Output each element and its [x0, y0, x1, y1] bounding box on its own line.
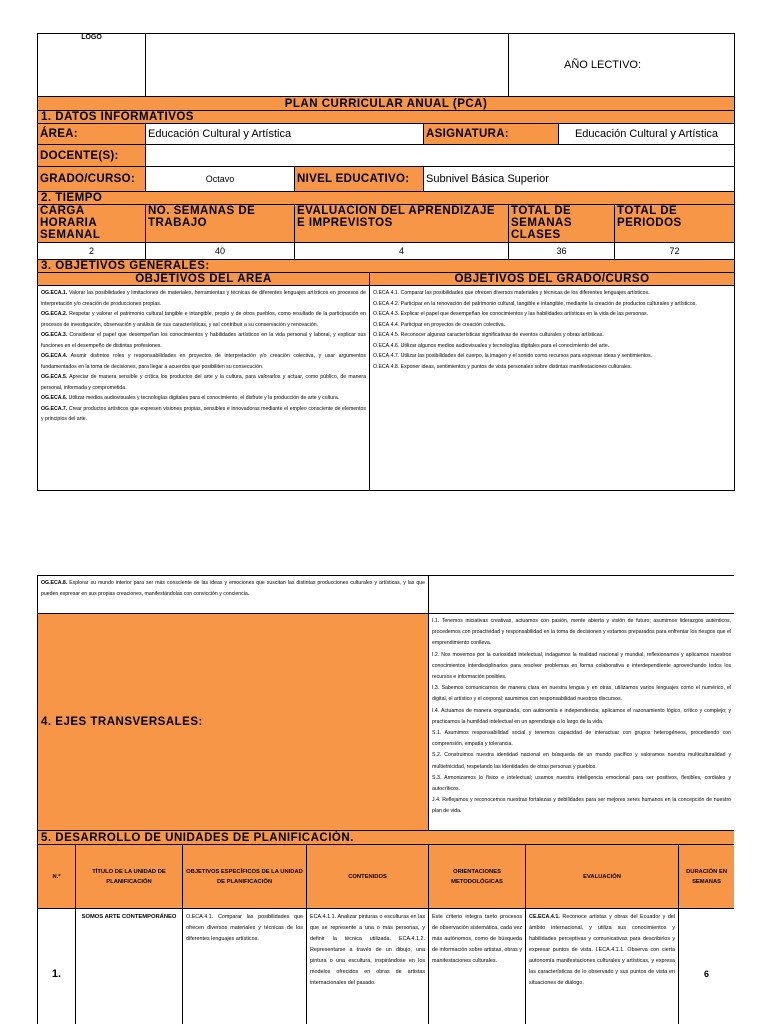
objetivo-grado-item: O.ECA.4.2. Participar en la renovación del patrimonio cultural, tangible e intangible, mediante la creación de productos culturales y artísticos. — [373, 300, 697, 307]
unidad-titulo: SOMOS ARTE CONTEMPORÁNEO — [76, 909, 183, 1024]
tiempo-value-total-periodos: 72 — [615, 243, 735, 260]
unidad-contenidos: ECA.4.1.1. Analizar pinturas o esculturas en las que se represente a una o más personas, y definir la técnica utilizada. ECA.4.1.2. Representarse a través de un dibujo, una pintura o una escultura, inspirándose en los modelos ofrecidos en obras de artistas internacionales del pasado. — [307, 909, 429, 1024]
objetivo-area-item: OG.ECA.6. Utilizar medios audiovisuales y tecnologías digitales para el conocimiento, el disfrute y la producción de arte y cultura. — [41, 395, 340, 401]
tiempo-value-evaluacion: 4 — [295, 243, 509, 260]
eje-item: J.4. Reflejamos y reconocemos nuestras fortalezas y debilidades para ser mejores seres humanos en la concepción de nuestro plan de vida. — [432, 797, 732, 815]
objetivo-grado-blank — [429, 576, 734, 614]
objetivo-area-item: OG.ECA.3. Considerar el papel que desempeñan los conocimientos y habilidades artísticos en la vida personal y laboral, y explicar sus funciones en el desempeño de distintas profesiones. — [41, 332, 366, 349]
unidad-evaluacion: CE.ECA.4.1. Reconoce artistas y obras del Ecuador y del ámbito internacional, y utiliza sus conocimientos y habilidades perceptivas y comunicativas para describirlos y expresar puntos de vista. I.ECA.4.1.1. Observa con cierta autonomía manifestaciones culturales y artísticas, y expresa las características de lo observado y sus puntos de vista en situaciones de diálogo. — [526, 909, 679, 1024]
objetivo-grado-item: O.ECA.4.5. Reconocer algunas características significativas de eventos culturales y obras artísticas. — [373, 332, 604, 338]
unidad-num: 1. — [38, 909, 76, 1024]
eje-item: I.4. Actuamos de manera organizada, con autonomía e independencia; aplicamos el razonamiento lógico, crítico y complejo; y practicamos la humildad intelectual en un aprendizaje a lo largo de la vida. — [432, 707, 732, 725]
unidades-header-orientaciones: ORIENTACIONES METODOLÓGICAS — [429, 845, 526, 909]
eje-item: I.2. Nos movemos por la curiosidad intelectual, indagamos la realidad nacional y mundial, reflexionamos y aplicamos nuestros conocimientos interdisciplinarios para resolver problemas en forma colaborativa e interdependiente aprovechando todos los recursos e información posibles. — [432, 651, 732, 681]
objetivo-grado-item: O.ECA.4.6. Utilizar algunos medios audiovisuales y tecnologías digitales para el conocimiento del arte. — [373, 342, 610, 349]
objetivo-area-item-8: OG.ECA.8. Explorar su mundo interior para ser más consciente de las ideas y emociones que suscitan las distintas producciones culturales y artísticas, y las que pueden expresar en sus propias creaciones, manifestándolas con convicción y conciencia. — [38, 576, 429, 614]
unidad-orientaciones: Este criterio integra tanto procesos de observación sistemática, cada vez más autónomos, como de búsqueda de información sobre artistas, obras y manifestaciones culturales. — [429, 909, 526, 1024]
unidades-header-duracion: DURACIÓN EN SEMANAS — [679, 845, 734, 909]
objetivo-grado-item: O.ECA.4.7. Utilizar las posibilidades del cuerpo, la imagen y el sonido como recursos para expresar ideas y sentimientos. — [373, 353, 653, 359]
objetivo-area-item: OG.ECA.5. Apreciar de manera sensible y crítica los productos del arte y la cultura, para valorarlos y actuar, como público, de manera personal, informada y comprometida. — [41, 374, 366, 391]
docente-label: DOCENTE(S): — [38, 145, 146, 167]
eje-item: I.1. Tenemos iniciativas creativas, actuamos con pasión, mente abierta y visión de futuro; asumimos liderazgos auténticos, procedemos con proactividad y responsabilidad en la toma de decisiones y estamos preparados para enfrentar los riesgos que el emprendimiento conlleva. — [432, 618, 732, 647]
objetivos-area-list — [38, 286, 370, 491]
tiempo-value-semanas: 40 — [146, 243, 295, 260]
datos-section-title: 1. DATOS INFORMATIVOS — [38, 111, 735, 124]
plan-table-page-one — [37, 33, 735, 491]
header-blank-cell — [146, 34, 509, 97]
nivel-value: Subnivel Básica Superior — [424, 167, 735, 192]
ejes-section-title: 4. EJES TRANSVERSALES: — [38, 614, 429, 831]
objetivo-area-item: OG.ECA.4. Asumir distintos roles y responsabilidades en proyectos de interpretación y/o creación colectiva, y usar argumentos fundamentados en la toma de decisiones, para llegar a acuerdos que posibiliten su consecución. — [41, 353, 366, 370]
logo-label: LOGO — [81, 34, 102, 41]
plan-title: PLAN CURRICULAR ANUAL (PCA) — [38, 97, 735, 111]
tiempo-section-title: 2. TIEMPO — [38, 192, 735, 205]
objetivo-area-item: OG.ECA.7. Crear productos artísticos que expresen visiones propias, sensibles e innovadoras mediante el empleo consciente de elementos y principios del arte. — [41, 405, 366, 422]
ejes-list — [429, 614, 734, 831]
tiempo-header-total-periodos: TOTAL DE PERIODOS — [615, 205, 735, 243]
ano-lectivo-cell — [509, 34, 735, 97]
area-label: ÁREA: — [38, 124, 146, 145]
unidades-header-titulo: TÍTULO DE LA UNIDAD DE PLANIFICACIÓN — [76, 845, 183, 909]
objetivo-grado-item: O.ECA.4.4. Participar en proyectos de creación colectiva. — [373, 321, 506, 328]
tiempo-header-evaluacion: EVALUACIÓN DEL APRENDIZAJE E IMPREVISTOS — [295, 205, 509, 243]
unidad-objetivos: O.ECA.4.1. Comparar las posibilidades que ofrecen diversos materiales y técnicas de los diferentes lenguajes artísticos. — [183, 909, 307, 1024]
unidades-section-title: 5. DESARROLLO DE UNIDADES DE PLANIFICACIÓN. — [38, 831, 735, 845]
tiempo-value-carga: 2 — [38, 243, 146, 260]
unidad-duracion: 6 — [679, 909, 734, 1024]
objetivo-grado-item: O.ECA.4.1. Comparar las posibilidades que ofrecen diversos materiales y técnicas de los diferentes lenguajes artísticos. — [373, 290, 650, 296]
nivel-label: NIVEL EDUCATIVO: — [295, 167, 424, 192]
page-two — [37, 575, 734, 1024]
objetivos-grado-header: OBJETIVOS DEL GRADO/CURSO — [370, 273, 735, 286]
area-value: Educación Cultural y Artística — [146, 124, 424, 145]
eje-item: S.1. Asumimos responsabilidad social y tenemos capacidad de interactuar con grupos heterogéneos, procediendo con comprensión, empatía y tolerancia. — [432, 730, 732, 748]
objetivos-section-title: 3. OBJETIVOS GENERALES: — [38, 260, 735, 273]
eje-item: S.3. Armonizamos lo físico e intelectual; usamos nuestra inteligencia emocional para ser positivos, flexibles, cordiales y autocríticos. — [432, 774, 732, 793]
tiempo-header-semanas: NO. SEMANAS DE TRABAJO — [146, 205, 295, 243]
objetivo-area-item: OG.ECA.2. Respetar y valorar el patrimonio cultural tangible e intangible, propio y de otros pueblos, como resultado de la participación en procesos de investigación, observación y análisis de sus características, y así contribuir a su conservación y renovación. — [41, 311, 366, 328]
eje-item: I.3. Sabemos comunicarnos de manera clara en nuestra lengua y en otras, utilizamos varios lenguajes como el numérico, el digital, el artístico y el corporal; asumimos con responsabilidad nuestros discursos. — [432, 685, 732, 703]
asignatura-label: ASIGNATURA: — [424, 124, 559, 145]
ano-lectivo-label: AÑO LECTIVO: — [564, 59, 642, 71]
unidades-header-contenidos: CONTENIDOS — [307, 845, 429, 909]
unidades-header-evaluacion: EVALUACIÓN — [526, 845, 679, 909]
asignatura-value: Educación Cultural y Artística — [559, 124, 735, 145]
objetivos-area-header: OBJETIVOS DEL ÁREA — [38, 273, 370, 286]
tiempo-header-total-semanas: TOTAL DE SEMANAS CLASES — [509, 205, 615, 243]
plan-table-page-two — [37, 575, 734, 1024]
objetivo-grado-item: O.ECA.4.8. Exponer ideas, sentimientos y puntos de vista personales sobre distintas manifestaciones culturales. — [373, 363, 632, 370]
objetivo-area-item: OG.ECA.1. Valorar las posibilidades y limitaciones de materiales, herramientas y técnicas de diferentes lenguajes artísticos en procesos de interpretación y/o creación de producciones propias. — [41, 290, 366, 307]
objetivo-grado-item: O.ECA.4.3. Explicar el papel que desempeñan los conocimientos y las habilidades artísticas en la vida de las personas. — [373, 311, 649, 317]
unidades-header-objetivos: OBJETIVOS ESPECÍFICOS DE LA UNIDAD DE PLANIFICACIÓN — [183, 845, 307, 909]
logo-cell — [38, 34, 146, 97]
tiempo-value-total-semanas: 36 — [509, 243, 615, 260]
objetivos-grado-list — [370, 286, 735, 491]
tiempo-header-carga: CARGA HORARIA SEMANAL — [38, 205, 146, 243]
docente-value — [146, 145, 735, 167]
grado-value: Octavo — [146, 167, 295, 192]
eje-item: S.2. Construimos nuestra identidad nacional en búsqueda de un mundo pacífico y valoramos nuestra multiculturalidad y multietnicidad, respetando las identidades de otras personas y pueblos. — [432, 752, 732, 770]
page-one — [37, 33, 734, 507]
grado-label: GRADO/CURSO: — [38, 167, 146, 192]
unidades-header-num: N.º — [38, 845, 76, 909]
